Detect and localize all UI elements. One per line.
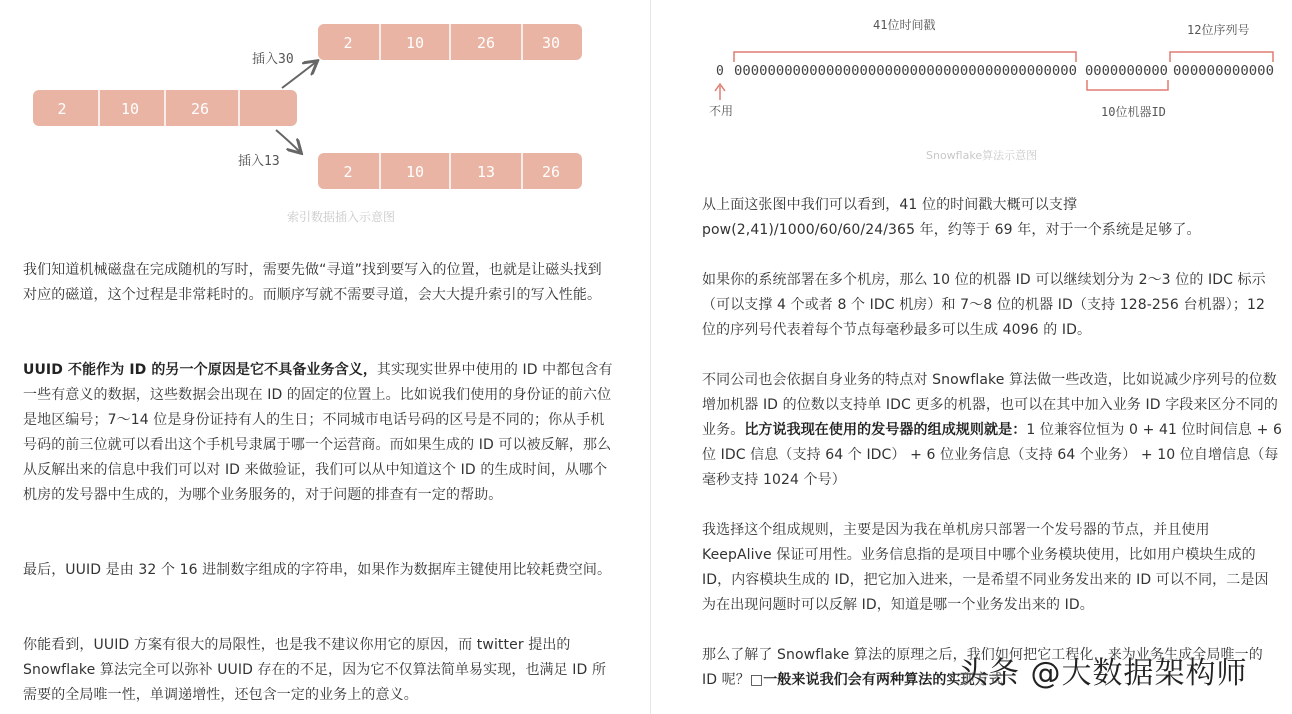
base-cell-3: 26 <box>190 100 210 118</box>
label-41-bits: 41位时间戳 <box>873 18 936 32</box>
bits-timestamp: 00000000000000000000000000000000000000000 <box>734 64 1077 79</box>
right-paragraph-5-text: 那么了解了 Snowflake 算法的原理之后，我们如何把它工程化，来为业务生成全局唯一的 ID 呢？ <box>702 647 1263 688</box>
right-paragraph-4: 我选择这个组成规则，主要是因为我在单机房只部署一个发号器的节点，并且使用 KeepAlive 保证可用性。业务信息指的是项目中哪个业务模块使用，比如用户模块生成的 ID，内容模块生成的 ID，把它加入进来，一是希望不同业务发出来的 ID 可以不同，二是因为在出现问题时可以反解 ID，知道是哪一个业务发出来的 ID。 <box>702 522 1269 613</box>
right-paragraph-2: 如果你的系统部署在多个机房，那么 10 位的机器 ID 可以继续划分为 2～3 位的 IDC 标示（可以支撑 4 个或者 8 个 IDC 机房）和 7～8 位的机器 ID（支持 128-256 台机器）；12 位的序列号代表着每个节点每毫秒最多可以生成 4096 的 ID。 <box>702 272 1266 338</box>
watermark: 头条 @大数据架构师 <box>958 656 1248 691</box>
right-paragraph-5-box: □ <box>749 672 764 688</box>
right-column <box>651 0 1292 714</box>
bits-machine: 0000000000 <box>1085 64 1168 79</box>
snowflake-diagram-caption: Snowflake算法示意图 <box>926 149 1038 162</box>
brace-10-bits <box>1087 80 1168 90</box>
base-array <box>33 90 297 126</box>
right-paragraph-5-bold: 一般来说我们会有两种算法的实现方式 <box>763 672 1003 688</box>
brace-41-bits <box>734 52 1076 62</box>
left-paragraph-2 <box>23 358 613 508</box>
right-paragraph-1: 从上面这张图中我们可以看到，41 位的时间戳大概可以支撑 pow(2,41)/1000/60/60/24/365 年，约等于 69 年，对于一个系统是足够了。 <box>702 197 1201 238</box>
bit-sign: 0 <box>716 64 724 79</box>
label-insert-13: 插入13 <box>238 154 280 169</box>
snowflake-diagram <box>651 0 1292 140</box>
insert30-cell-1: 2 <box>343 34 353 52</box>
index-insert-diagram <box>0 0 650 200</box>
brace-12-bits <box>1170 52 1273 62</box>
index-diagram-caption: 索引数据插入示意图 <box>287 210 396 224</box>
insert13-cell-4: 26 <box>541 163 561 181</box>
left-paragraph-2-bold: UUID 不能作为 ID 的另一个原因是它不具备业务含义， <box>23 362 377 378</box>
right-paragraph-3 <box>702 368 1282 493</box>
insert30-cell-4: 30 <box>541 34 561 52</box>
right-paragraph-3-rest: 1 位兼容位恒为 0 + 41 位时间信息 + 6 位 IDC 信息（支持 64 个 IDC） + 6 位业务信息（支持 64 个业务） + 10 位自增信息（每毫秒支持 1024 个号） <box>702 422 1282 488</box>
left-paragraph-2-text: 其实现实世界中使用的 ID 中都包含有一些有意义的数据，这些数据会出现在 ID 的固定的位置上。比如说我们使用的身份证的前六位是地区编号；7～14 位是身份证持有人的生日；不同城市电话号码的区号是不同的；你从手机号码的前三位就可以看出这个手机号隶属于哪一个运营商。而如果生成的 ID 可以被反解，那么从反解出来的信息中我们可以对 ID 来做验证，我们可以从中知道这个 ID 的生成时间，从哪个机房的发号器中生成的，为哪个业务服务的，对于问题的排查有一定的帮助。 <box>23 362 613 503</box>
bits-sequence: 000000000000 <box>1173 64 1274 79</box>
left-paragraph-3: 最后，UUID 是由 32 个 16 进制数字组成的字符串，如果作为数据库主键使用比较耗费空间。 <box>23 562 612 578</box>
insert30-cell-3: 26 <box>476 34 496 52</box>
label-10-bits: 10位机器ID <box>1101 105 1166 119</box>
label-insert-30: 插入30 <box>252 52 294 67</box>
label-unused: 不用 <box>709 104 734 118</box>
insert30-cell-2: 10 <box>405 34 425 52</box>
array-after-insert-30 <box>318 24 582 60</box>
left-paragraph-1: 我们知道机械磁盘在完成随机的写时，需要先做“寻道”找到要写入的位置，也就是让磁头找到对应的磁道，这个过程是非常耗时的。而顺序写就不需要寻道，会大大提升索引的写入性能。 <box>23 262 602 303</box>
array-after-insert-13 <box>318 153 582 189</box>
base-cell-1: 2 <box>57 100 67 118</box>
insert13-cell-2: 10 <box>405 163 425 181</box>
label-12-bits: 12位序列号 <box>1187 23 1250 37</box>
right-paragraph-3-bold: 比方说我现在使用的发号器的组成规则就是： <box>744 422 1027 438</box>
insert13-cell-3: 13 <box>476 163 496 181</box>
insert13-cell-1: 2 <box>343 163 353 181</box>
right-paragraph-3-text: 不同公司也会依据自身业务的特点对 Snowflake 算法做一些改造，比如说减少序列号的位数增加机器 ID 的位数以支持单 IDC 更多的机器，也可以在其中加入业务 ID 字段来区分不同的业务。 <box>702 372 1279 438</box>
left-paragraph-4: 你能看到，UUID 方案有很大的局限性，也是我不建议你用它的原因，而 twitter 提出的 Snowflake 算法完全可以弥补 UUID 存在的不足，因为它不仅算法简单易实现，也满足 ID 所需要的全局唯一性，单调递增性，还包含一定的业务上的意义。 <box>23 637 607 703</box>
arrow-insert-13 <box>276 130 300 152</box>
base-cell-2: 10 <box>120 100 140 118</box>
